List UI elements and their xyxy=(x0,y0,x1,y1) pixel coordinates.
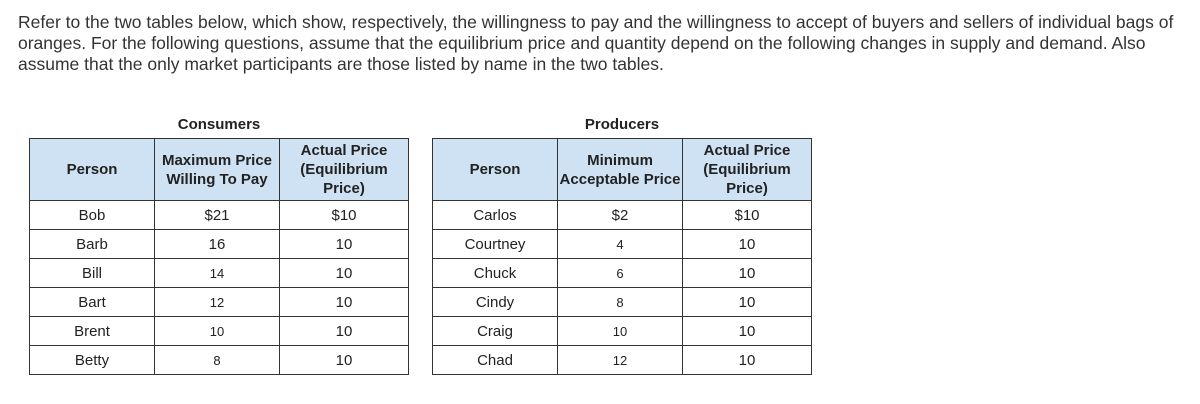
person-cell: Chuck xyxy=(433,259,558,288)
max-price-cell: 16 xyxy=(155,230,280,259)
table-row xyxy=(30,317,409,346)
max-price-cell: 8 xyxy=(155,346,280,375)
header-person: Person xyxy=(433,139,558,201)
actual-price-cell: $10 xyxy=(280,201,409,230)
table-row xyxy=(433,259,812,288)
actual-price-cell: $10 xyxy=(683,201,812,230)
consumers-table-section xyxy=(29,112,409,375)
min-price-cell: 8 xyxy=(558,288,683,317)
table-row xyxy=(433,317,812,346)
person-cell: Craig xyxy=(433,317,558,346)
table-header-row xyxy=(433,139,812,201)
actual-price-cell: 10 xyxy=(683,346,812,375)
person-cell: Cindy xyxy=(433,288,558,317)
table-row xyxy=(433,230,812,259)
person-cell: Courtney xyxy=(433,230,558,259)
actual-price-cell: 10 xyxy=(683,288,812,317)
actual-price-cell: 10 xyxy=(683,317,812,346)
header-actual-price: Actual Price (Equilibrium Price) xyxy=(683,139,812,201)
actual-price-cell: 10 xyxy=(683,230,812,259)
table-row xyxy=(433,201,812,230)
actual-price-cell: 10 xyxy=(683,259,812,288)
producers-title: Producers xyxy=(584,116,660,133)
min-price-cell: 10 xyxy=(558,317,683,346)
actual-price-cell: 10 xyxy=(280,230,409,259)
max-price-cell: $21 xyxy=(155,201,280,230)
table-row xyxy=(30,259,409,288)
producers-table xyxy=(432,138,812,375)
table-row xyxy=(30,288,409,317)
table-row xyxy=(30,230,409,259)
header-actual-price: Actual Price (Equilibrium Price) xyxy=(280,139,409,201)
max-price-cell: 10 xyxy=(155,317,280,346)
actual-price-cell: 10 xyxy=(280,288,409,317)
producers-table-section xyxy=(432,112,812,375)
intro-paragraph: Refer to the two tables below, which show, respectively, the willingness to pay and the willingness to accept of buyers and sellers of individual bags of oranges. For the following questions, assume that the equilibrium price and quantity depend on the following changes in supply and demand. Also assume that the only market participants are those listed by name in the two tables. xyxy=(18,12,1174,74)
person-cell: Barb xyxy=(30,230,155,259)
min-price-cell: 4 xyxy=(558,230,683,259)
header-min-price: Minimum Acceptable Price xyxy=(558,139,683,201)
actual-price-cell: 10 xyxy=(280,259,409,288)
person-cell: Betty xyxy=(30,346,155,375)
person-cell: Bill xyxy=(30,259,155,288)
min-price-cell: $2 xyxy=(558,201,683,230)
person-cell: Bart xyxy=(30,288,155,317)
min-price-cell: 12 xyxy=(558,346,683,375)
header-person: Person xyxy=(30,139,155,201)
person-cell: Brent xyxy=(30,317,155,346)
header-max-price: Maximum Price Willing To Pay xyxy=(155,139,280,201)
actual-price-cell: 10 xyxy=(280,317,409,346)
table-row xyxy=(433,288,812,317)
consumers-table xyxy=(29,138,409,375)
person-cell: Carlos xyxy=(433,201,558,230)
table-row xyxy=(30,201,409,230)
person-cell: Bob xyxy=(30,201,155,230)
person-cell: Chad xyxy=(433,346,558,375)
consumers-title: Consumers xyxy=(177,116,261,133)
actual-price-cell: 10 xyxy=(280,346,409,375)
max-price-cell: 14 xyxy=(155,259,280,288)
table-header-row xyxy=(30,139,409,201)
min-price-cell: 6 xyxy=(558,259,683,288)
table-row xyxy=(433,346,812,375)
max-price-cell: 12 xyxy=(155,288,280,317)
table-row xyxy=(30,346,409,375)
